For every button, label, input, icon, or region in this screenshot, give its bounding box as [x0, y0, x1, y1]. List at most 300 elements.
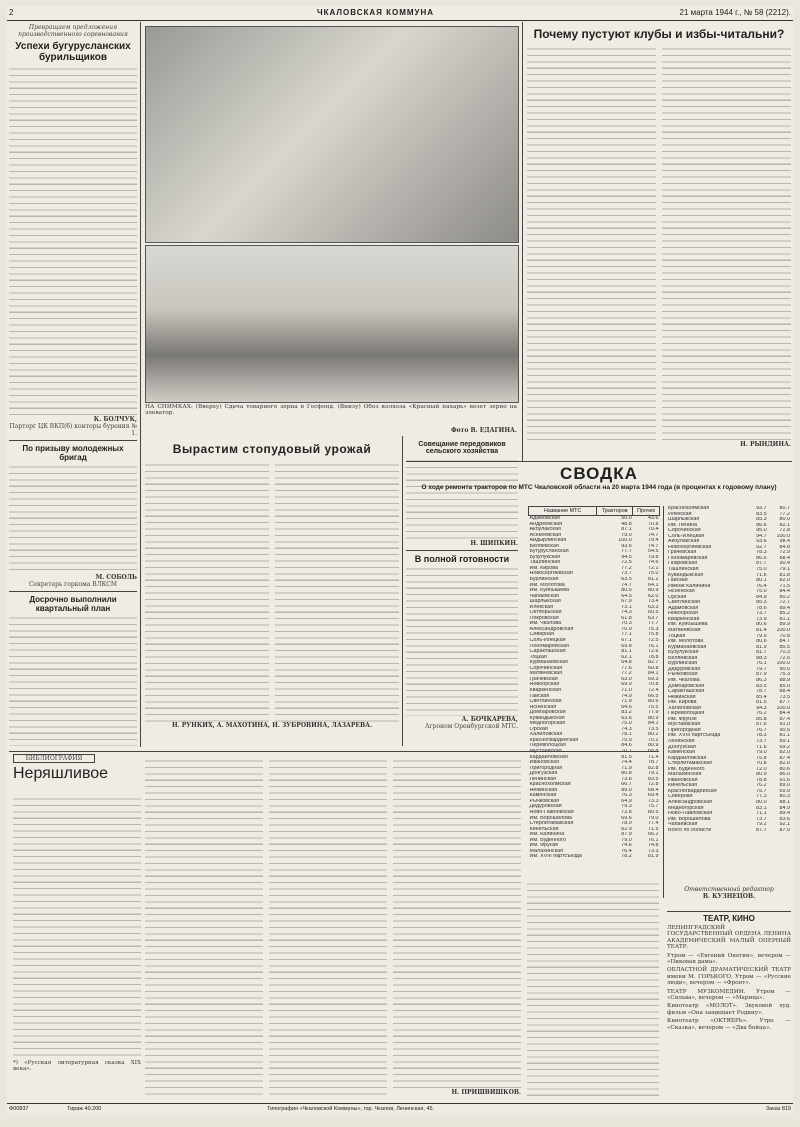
mts-name: Кваркенская	[529, 687, 561, 693]
other-percent: 82.0	[779, 750, 790, 756]
mts-name: Акбулакская	[529, 527, 561, 533]
tractors-percent: 78.1	[621, 732, 632, 738]
article-body-text	[406, 566, 518, 716]
mts-name: Им. XVIII партсъезда	[529, 854, 582, 860]
tractors-percent: 87.7	[756, 561, 767, 567]
other-percent: 100.0	[776, 705, 790, 711]
tractors-percent: 80.8	[621, 771, 632, 777]
mts-name: Красногвардейская	[668, 788, 717, 794]
mts-name: Матвеевская	[529, 671, 563, 677]
article-kicker: Превращаем предложения производственного соревнования	[18, 24, 128, 38]
signature-role: Парторг ЦК ВКП(б) конторы бурения № 1.	[9, 423, 137, 437]
other-percent: 85.2	[779, 611, 790, 617]
other-percent: 73.3	[648, 798, 659, 804]
tractors-percent: 74.6	[621, 843, 632, 849]
other-percent: 75.3	[648, 626, 659, 632]
tractors-percent: 75.0	[621, 721, 632, 727]
mts-name: Им. Куйбышева	[529, 588, 570, 594]
mts-name: Рычковская	[668, 672, 698, 678]
other-percent: 69.3	[648, 676, 659, 682]
tractors-percent: 87.7	[756, 827, 767, 833]
other-percent: 80.6	[779, 766, 790, 772]
other-percent: 80.0	[779, 517, 790, 523]
tractors-percent: 64.6	[621, 704, 632, 710]
other-percent: 72.1	[648, 565, 659, 571]
mts-name: Орская	[668, 594, 687, 600]
other-percent: 80.2	[779, 594, 790, 600]
tractors-percent: 73.7	[756, 738, 767, 744]
mts-name: Светлинская	[668, 600, 701, 606]
tractors-percent: 77.2	[621, 565, 632, 571]
tractors-percent: 87.9	[621, 832, 632, 838]
mts-name: Матвеевская	[668, 628, 701, 634]
mts-name: Им. Ворошилова	[668, 816, 711, 822]
mts-name: Северная	[529, 632, 555, 638]
tractors-percent: 64.8	[621, 660, 632, 666]
mts-name: Кинельская	[668, 783, 697, 789]
svodka-table-right	[667, 506, 791, 866]
tractors-percent: 89.0	[621, 787, 632, 793]
article-signature: Н. ШИПКИН.	[470, 540, 518, 547]
tractors-percent: 73.7	[756, 816, 767, 822]
tractors-percent: 75.0	[756, 589, 767, 595]
mts-name: Новосергиевская	[529, 571, 573, 577]
tractors-percent: 76.1	[756, 661, 767, 667]
article-body-text	[527, 46, 656, 441]
mts-name: Саракташская	[529, 649, 566, 655]
tractors-percent: 79.9	[756, 633, 767, 639]
mts-name: Мустаевская	[668, 722, 701, 728]
tractors-percent: 94.7	[756, 533, 767, 539]
theatre-line: Утром — «Евгений Онегин», вечером — «Пиковая дама».	[667, 952, 791, 966]
mts-name: Им. Чкалова	[668, 677, 700, 683]
tractors-percent: 83.5	[756, 683, 767, 689]
tractors-percent: 74.3	[621, 726, 632, 732]
tractors-percent: 86.6	[756, 522, 767, 528]
theatre-listings	[667, 914, 791, 1100]
mts-name: Бурлинская	[668, 661, 698, 667]
mts-name: Им. Кирова	[529, 565, 559, 571]
other-percent: 86.0	[779, 772, 790, 778]
other-percent: 72.8	[779, 528, 790, 534]
mts-name: Грачевская	[668, 550, 697, 556]
paper-name: ЧКАЛОВСКАЯ КОММУНА	[317, 8, 435, 17]
other-percent: 88.1	[779, 799, 790, 805]
tractors-percent: 73.8	[621, 776, 632, 782]
other-percent: 70.2	[648, 737, 659, 743]
mts-name: Новоорская	[668, 611, 698, 617]
article-body-text	[145, 462, 269, 722]
mts-name: Им. Куйбышева	[668, 622, 708, 628]
tractors-percent: 63.5	[621, 577, 632, 583]
mts-name: Дедуровская	[668, 666, 701, 672]
other-percent: 79.1	[648, 771, 659, 777]
article-signature: М. СОБОЛЬ	[95, 574, 137, 581]
tractors-percent: 95.0	[756, 528, 767, 534]
other-percent: 72.4	[648, 687, 659, 693]
theatre-line: Кинотеатр «ОКТЯБРЬ». Утро — «Сказка», вечером — «Два бойца».	[667, 1018, 791, 1031]
other-percent: 76.1	[648, 643, 659, 649]
other-percent: 75.7	[648, 804, 659, 810]
tractors-percent: 77.3	[756, 794, 767, 800]
mts-name: Ново-Павловская	[668, 811, 713, 817]
other-percent: 84.1	[648, 721, 659, 727]
other-percent: 81.1	[779, 616, 790, 622]
other-percent: 80.2	[648, 732, 659, 738]
tractors-percent: 80.5	[621, 588, 632, 594]
mts-name: Рычковская	[529, 798, 560, 804]
index-code: Ф00837	[9, 1106, 29, 1112]
mts-name: Домбаровская	[529, 710, 566, 716]
tractors-percent: 79.3	[621, 804, 632, 810]
tractors-percent: 78.6	[756, 605, 767, 611]
tractors-percent: 83.1	[756, 805, 767, 811]
tractors-percent: 76.2	[756, 783, 767, 789]
other-percent: 72.9	[779, 550, 790, 556]
tractors-percent: 67.1	[621, 638, 632, 644]
other-percent: 71.5	[779, 583, 790, 589]
article-title-youth: По призыву молодежных бригад	[22, 444, 124, 462]
tractors-percent: 78.8	[756, 777, 767, 783]
svodka-table-left	[528, 506, 660, 878]
other-percent: 77.4	[648, 821, 659, 827]
mts-name: Светлинская	[529, 699, 562, 705]
circulation: Тираж 40.200	[67, 1106, 102, 1112]
other-percent: 74.8	[648, 843, 659, 849]
other-percent: 87.4	[779, 716, 790, 722]
other-percent: 84.8	[779, 544, 790, 550]
other-percent: 68.4	[648, 787, 659, 793]
tractors-percent: 77.6	[621, 665, 632, 671]
mts-name: Им. Буденного	[668, 766, 705, 772]
mts-name: Адамовская	[668, 605, 699, 611]
mts-name: Красногвардейская	[529, 737, 579, 743]
mts-name: Сорочинская	[668, 528, 701, 534]
other-percent: 81.2	[648, 577, 659, 583]
mts-name: Малахинская	[529, 848, 563, 854]
other-percent: 73.3	[648, 848, 659, 854]
mts-name: Донгузская	[529, 771, 558, 777]
tractors-percent: 85.3	[756, 517, 767, 523]
mts-name: Курманаевская	[529, 660, 568, 666]
mts-name: Малахинская	[668, 772, 702, 778]
other-percent: 71.4	[648, 754, 659, 760]
tractors-percent: 74.9	[621, 693, 632, 699]
bibliography-footnote: *) «Русская литературная сказка XIX века».	[13, 1060, 141, 1073]
other-percent: 100.0	[776, 533, 790, 539]
mts-name: Им. Фрунзе	[668, 716, 697, 722]
other-percent: 69.2	[779, 744, 790, 750]
other-percent: 69.4	[648, 793, 659, 799]
mts-name: Новосергиевская	[668, 544, 712, 550]
mts-name: Всего по области	[668, 827, 712, 833]
mts-name: Им. XVIII партсъезда	[668, 733, 721, 739]
article-title-ready: В полной готовности	[414, 554, 510, 564]
mts-name: Новоорская	[529, 682, 560, 688]
tractors-percent: 79.0	[621, 837, 632, 843]
tractors-percent: 85.3	[756, 600, 767, 606]
other-percent: 73.5	[648, 726, 659, 732]
tractors-percent: 86.6	[756, 555, 767, 561]
tractors-percent: 71.0	[621, 687, 632, 693]
article-body-text	[13, 796, 141, 1056]
tractors-percent: 71.1	[756, 811, 767, 817]
mts-name: Медногорская	[529, 721, 565, 727]
mts-name: Илекская	[668, 511, 692, 517]
other-percent: 63.7	[648, 615, 659, 621]
other-percent: 60.8	[648, 665, 659, 671]
other-percent: 64.1	[648, 582, 659, 588]
article-body-text	[275, 462, 399, 722]
mts-name: Кинельская	[529, 826, 559, 832]
svodka-table	[667, 506, 791, 833]
tractors-percent: 87.6	[756, 722, 767, 728]
tractors-percent: 92.7	[756, 544, 767, 550]
tractors-percent: 73.7	[756, 611, 767, 617]
other-percent: 84.4	[779, 711, 790, 717]
theatre-line: ОБЛАСТНОЙ ДРАМАТИЧЕСКИЙ ТЕАТР имени М. ГОРЬКОГО. Утром — «Русские люди», вечером — «Фронт».	[667, 967, 791, 987]
article-title-plan: Досрочно выполнили квартальный план	[29, 595, 117, 613]
other-percent: 63.3	[648, 604, 659, 610]
tractors-percent: 72.8	[621, 809, 632, 815]
other-percent: 74.7	[648, 543, 659, 549]
other-percent: 81.8	[779, 572, 790, 578]
svodka-row	[529, 854, 660, 860]
mts-name: Шарлыкская	[668, 517, 700, 523]
theatre-lines	[667, 925, 791, 1031]
other-percent: 70.8	[779, 633, 790, 639]
mts-name: Покровская	[668, 561, 698, 567]
other-percent: 80.3	[779, 794, 790, 800]
other-percent: 54.5	[648, 549, 659, 555]
other-percent: 87.4	[779, 755, 790, 761]
other-percent: 70.8	[648, 521, 659, 527]
other-percent: 80.5	[648, 809, 659, 815]
other-percent: 89.4	[779, 811, 790, 817]
printer-info: Типография «Чкаловской Коммуны», гор. Чкалов, Ленинская, 45.	[267, 1106, 435, 1112]
svodka-title: СВОДКА	[560, 464, 638, 483]
tractors-percent: 71.6	[756, 744, 767, 750]
mts-name: Пономаревская	[529, 643, 569, 649]
tractors-percent: 73.1	[621, 604, 632, 610]
tractors-percent: 93.6	[621, 543, 632, 549]
article-signature: А. БОЧКАРЕВА,	[461, 716, 518, 723]
tractors-percent: 75.7	[756, 788, 767, 794]
mts-name: Краснохолмская	[529, 782, 571, 788]
mts-name: Грачевская	[529, 676, 558, 682]
tractors-percent: 78.3	[756, 550, 767, 556]
tractors-percent: 80.0	[756, 799, 767, 805]
other-percent: 90.4	[779, 561, 790, 567]
tractors-percent: 83.5	[756, 511, 767, 517]
tractors-percent: 79.0	[621, 532, 632, 538]
tractors-percent: 87.9	[756, 672, 767, 678]
tractors-percent: 84.6	[621, 743, 632, 749]
mts-name: Им. Молотова	[529, 582, 565, 588]
mts-name: Ясненская	[529, 704, 557, 710]
mts-name: Орская	[529, 726, 548, 732]
mts-name: Кувандыкская	[668, 572, 704, 578]
tractors-percent: 77.7	[621, 549, 632, 555]
bibliography-heading	[13, 754, 153, 784]
tractors-percent: 81.1	[621, 649, 632, 655]
other-percent: 80.9	[648, 743, 659, 749]
mts-name: Медногорская	[668, 805, 704, 811]
article-body-text	[662, 46, 791, 441]
other-percent: 71.5	[648, 826, 659, 832]
tractors-percent: 94.3	[756, 705, 767, 711]
tractors-percent: 78.7	[756, 689, 767, 695]
newspaper-page	[7, 6, 793, 1115]
theatre-title: ТЕАТР, КИНО	[703, 914, 755, 923]
harvest-columns	[145, 462, 399, 722]
mts-name: Ясненская	[668, 589, 695, 595]
page-footer	[7, 1103, 793, 1114]
mts-name: Чапаевская	[529, 593, 559, 599]
other-percent: 88.9	[779, 677, 790, 683]
mts-name: Нежинская	[668, 694, 696, 700]
photo-caption: НА СНИМКАХ: (Вверху) Сдача товарного зерна в Госфонд. (Внизу) Обоз колхоза «Красный пахарь» везет зерно на элеватор.	[145, 404, 517, 417]
mts-name: Александровская	[668, 799, 712, 805]
tractors-percent: 77.2	[621, 671, 632, 677]
mts-name: Донгузская	[668, 744, 696, 750]
mts-name: Октябрьская	[529, 610, 562, 616]
editor-name: В. КУЗНЕЦОВ.	[702, 893, 756, 900]
section-rule	[667, 911, 791, 912]
section-rule	[9, 751, 659, 752]
bibliography-signature: Н. ПРИШВИШКОВ.	[451, 1089, 521, 1096]
other-percent: 70.3	[779, 650, 790, 656]
other-percent: 74.7	[648, 532, 659, 538]
other-percent: 83.6	[779, 816, 790, 822]
mts-name: Ново-Павловская	[529, 809, 574, 815]
divider	[9, 591, 137, 592]
mts-name: Асекеевская	[529, 532, 562, 538]
other-percent: 100.0	[776, 628, 790, 634]
mts-name: Бузулукская	[668, 650, 699, 656]
mts-name: Тоцкая	[529, 654, 547, 660]
tractors-percent: 71.9	[621, 699, 632, 705]
other-percent: 89.9	[779, 622, 790, 628]
mts-name: Ленинская	[529, 776, 557, 782]
other-percent: 82.8	[648, 765, 659, 771]
mts-name: Кардаиловская	[529, 754, 568, 760]
other-percent: 87.7	[779, 700, 790, 706]
tractors-percent: 79.7	[756, 666, 767, 672]
tractors-percent: 74.3	[621, 610, 632, 616]
bibliography-kicker: БИБЛИОГРАФИЯ	[13, 754, 95, 763]
tractors-percent: 80.9	[756, 772, 767, 778]
other-percent: 90.5	[779, 727, 790, 733]
other-percent: 88.4	[779, 555, 790, 561]
svodka-header-row	[529, 507, 660, 516]
clubs-columns	[527, 46, 791, 441]
tractors-percent: 87.1	[621, 527, 632, 533]
tractors-percent: 62.1	[621, 654, 632, 660]
other-percent: 84.9	[779, 805, 790, 811]
tractors-percent: 85.4	[756, 694, 767, 700]
tractors-percent: 66.7	[621, 782, 632, 788]
tractors-percent: 69.9	[621, 682, 632, 688]
column-rule	[522, 22, 523, 462]
mts-name: Бурлинская	[529, 577, 559, 583]
editor-label: Ответственный редактор	[684, 886, 774, 893]
bibliography-col-1	[13, 796, 141, 1096]
mts-name: Акбулакская	[668, 539, 700, 545]
tractors-percent: 48.8	[621, 521, 632, 527]
mts-name: Кувандыкская	[529, 715, 565, 721]
tractors-percent: 81.5	[621, 754, 632, 760]
other-percent: 91.0	[779, 722, 790, 728]
svodka-table	[528, 506, 660, 860]
mts-name: Илекская	[529, 604, 554, 610]
other-percent: 75.3	[779, 672, 790, 678]
tractors-percent: 75.9	[621, 737, 632, 743]
article-signature: К. БОЛЧУК,	[93, 416, 137, 423]
mts-name: Стерлитамакская	[529, 821, 574, 827]
other-percent: 98.4	[779, 539, 790, 545]
column-1	[9, 24, 137, 746]
mts-name: Им. Фрунзе	[529, 843, 559, 849]
other-percent: 89.1	[779, 738, 790, 744]
other-percent: 75.0	[648, 571, 659, 577]
mts-name: Покровская	[529, 615, 559, 621]
mts-name: Бузулукская	[529, 554, 560, 560]
photo-credit: Фото В. ЕДАГИНА.	[450, 427, 517, 434]
mts-name: Гайская	[668, 578, 688, 584]
mts-name: Краснохолмская	[668, 506, 710, 511]
mts-name: Стерлитамакская	[668, 761, 712, 767]
tractors-percent: 78.2	[621, 854, 632, 860]
svodka-row	[667, 828, 791, 834]
tractors-percent: 50.0	[621, 515, 632, 521]
col-header-name: Название МТС	[529, 507, 597, 516]
other-percent: 92.1	[779, 822, 790, 828]
column-rule	[402, 436, 403, 746]
other-percent: 77.9	[648, 710, 659, 716]
other-percent: 81.9	[648, 854, 659, 860]
tractors-percent: 78.3	[756, 733, 767, 739]
mts-name: Ивановская	[668, 777, 698, 783]
column-rule	[140, 22, 141, 747]
other-percent: 82.0	[779, 761, 790, 767]
page-number: 2	[9, 8, 14, 17]
article-title-meeting: Совещание передовиков сельского хозяйства	[418, 441, 506, 455]
other-percent: 70.8	[648, 682, 659, 688]
issue-date: 21 марта 1944 г., № 58 (2212).	[679, 8, 791, 17]
tractors-percent: 100.0	[618, 538, 632, 544]
tractors-percent: 74.4	[621, 760, 632, 766]
mts-name: Беляевская	[668, 655, 698, 661]
tractors-percent: 83.2	[621, 710, 632, 716]
mts-name: Александровская	[529, 626, 574, 632]
tractors-percent: 80.1	[756, 578, 767, 584]
tractors-percent: 93.7	[756, 506, 767, 511]
mts-name: Им. Кирова	[668, 700, 697, 706]
col-header-tractors: Тракторов	[597, 507, 633, 516]
mts-name: Ленинская	[668, 738, 695, 744]
other-percent: 78.8	[648, 654, 659, 660]
mts-name: Бугурусланская	[529, 549, 569, 555]
mts-name: Соль-Илецкая	[668, 533, 705, 539]
other-percent: 72.7	[779, 600, 790, 606]
mts-name: Им. Чкалова	[529, 621, 562, 627]
tractors-percent: 72.5	[621, 560, 632, 566]
other-percent: 87.0	[779, 827, 790, 833]
tractors-percent: 77.1	[621, 632, 632, 638]
mts-name: Им. Буденного	[529, 837, 566, 843]
divider	[406, 550, 518, 551]
